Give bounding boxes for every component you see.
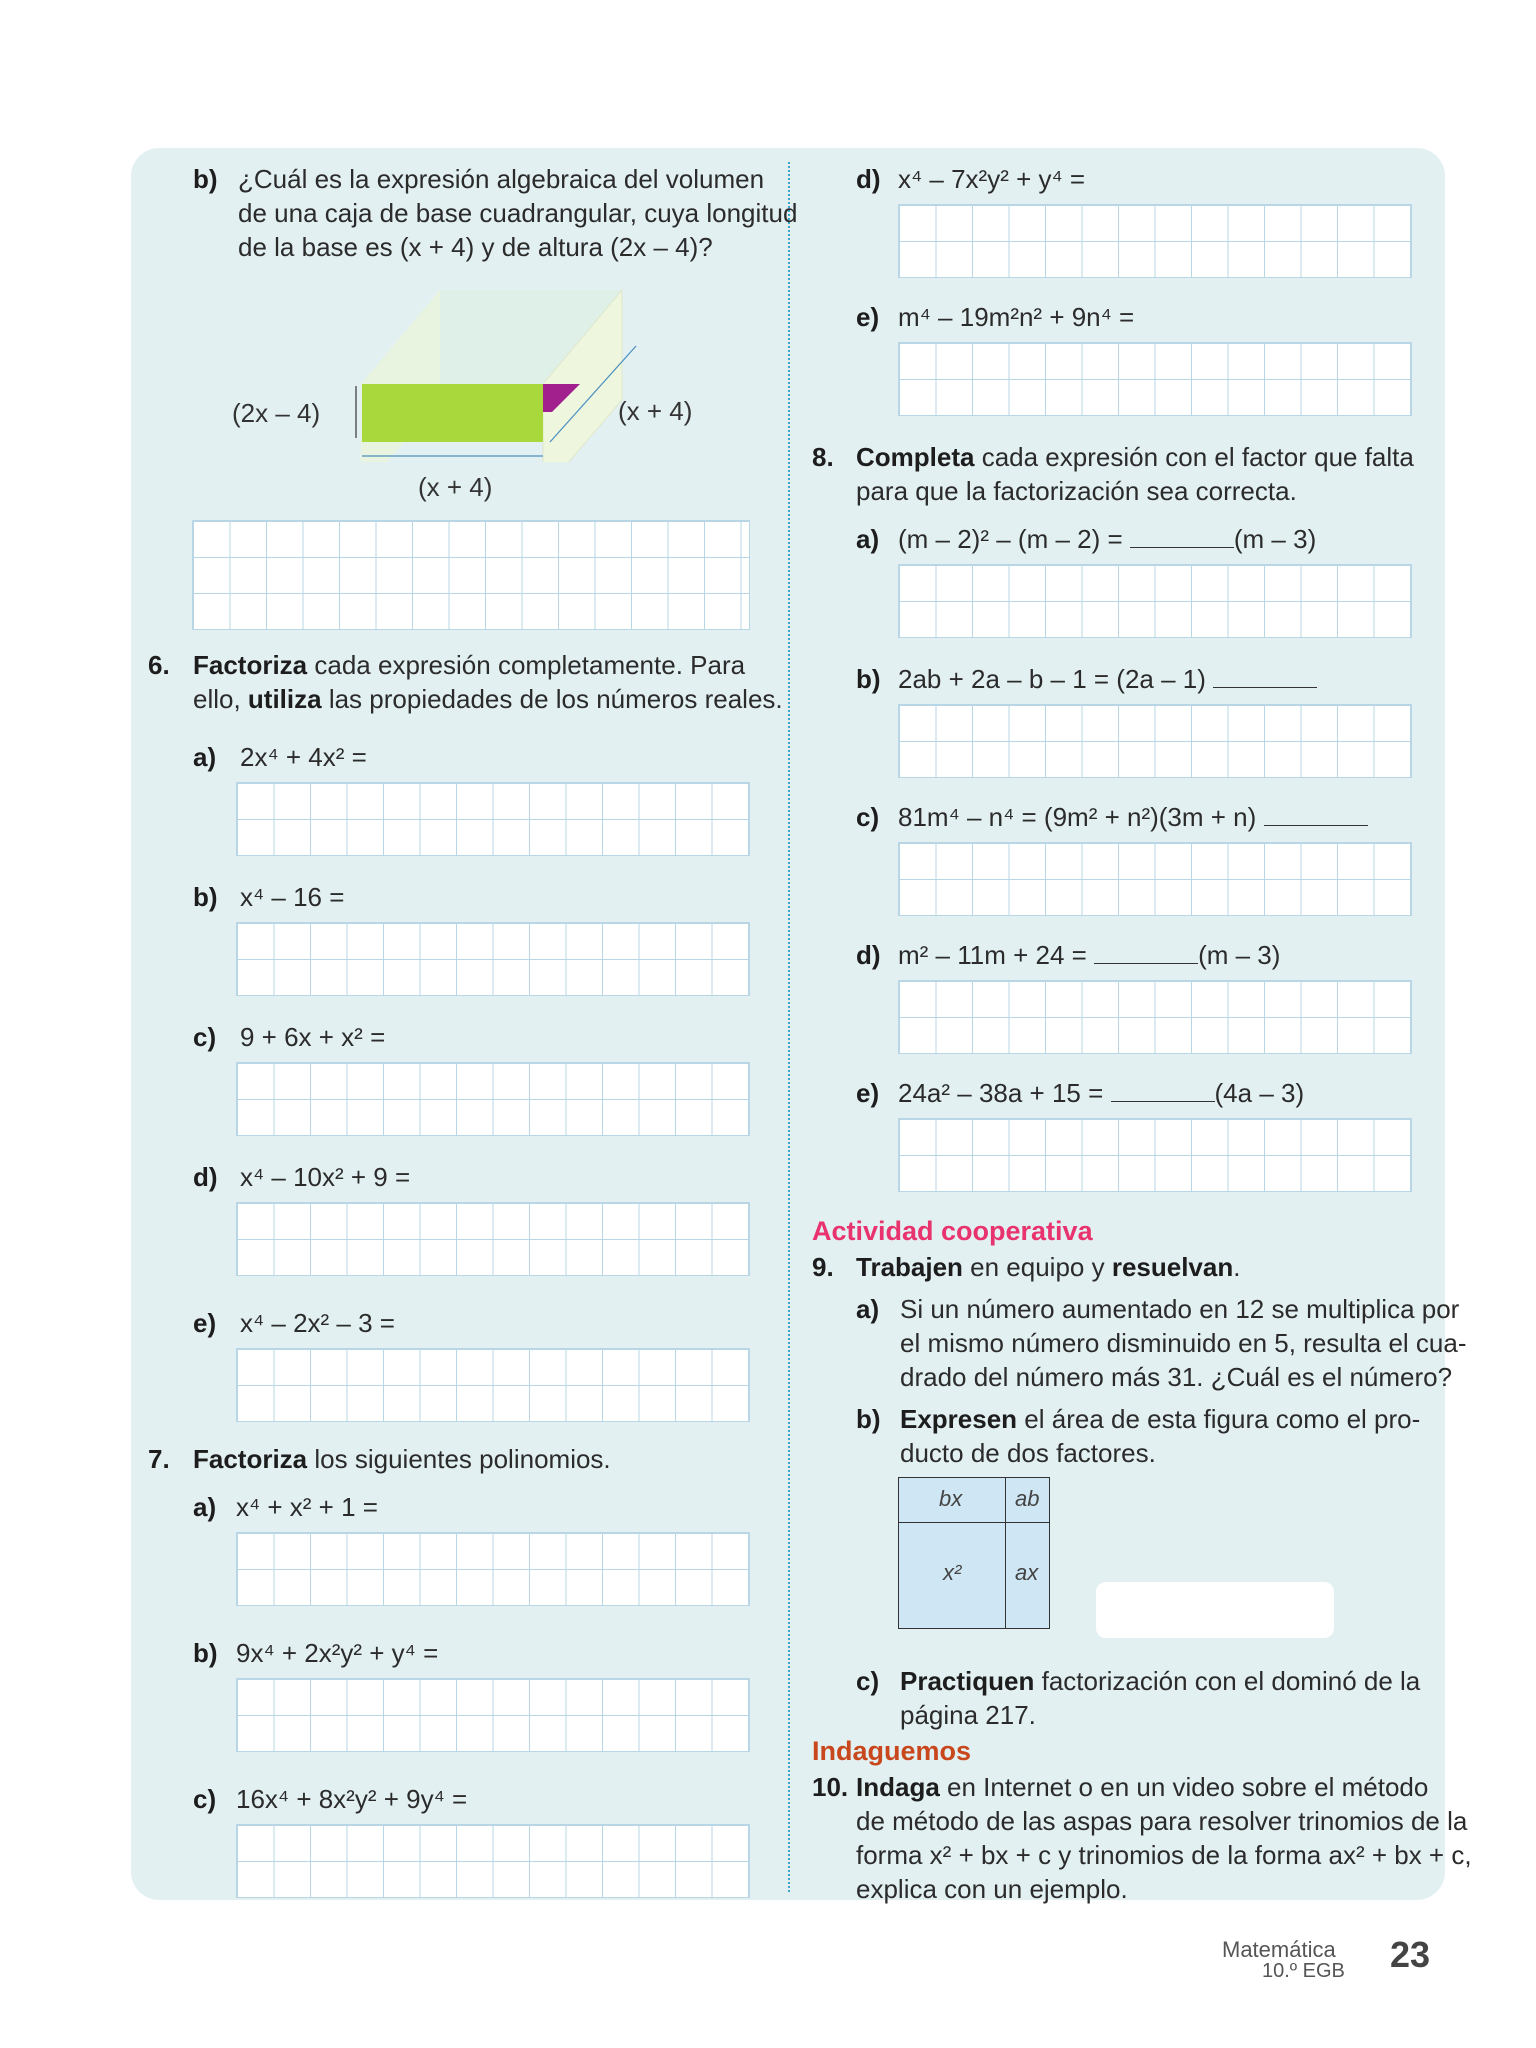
column-divider <box>788 162 790 1892</box>
dim-right: (x + 4) <box>618 396 693 426</box>
q5b-line-2: de una caja de base cuadrangular, cuya longitud <box>238 198 798 228</box>
q9a-label: a) <box>856 1294 880 1324</box>
q9b-line-1: Expresen el área de esta figura como el pro- <box>900 1404 1421 1434</box>
q8b-blank[interactable] <box>1213 665 1317 688</box>
fig-ab: ab <box>1015 1486 1040 1511</box>
q10-line-2: de método de las aspas para resolver trinomios de la <box>856 1806 1468 1836</box>
q7d-label: d) <box>856 164 881 194</box>
q8-line-2: para que la factorización sea correcta. <box>856 476 1297 506</box>
q6-line-1: Factoriza cada expresión completamente. Para <box>193 650 746 680</box>
q8-number: 8. <box>812 442 834 472</box>
q8b-expr: 2ab + 2a – b – 1 = (2a – 1) <box>898 662 1317 696</box>
q7e-expr: m⁴ – 19m²n² + 9n⁴ = <box>898 302 1135 332</box>
q7a-expr: x⁴ + x² + 1 = <box>236 1492 378 1522</box>
fig-x2: x² <box>943 1560 962 1585</box>
answer-grid-q8c[interactable] <box>898 842 1412 916</box>
q9c-label: c) <box>856 1666 880 1696</box>
answer-grid-q7e[interactable] <box>898 342 1412 416</box>
q7a-label: a) <box>193 1492 217 1522</box>
q7b-expr: 9x⁴ + 2x²y² + y⁴ = <box>236 1638 439 1668</box>
answer-grid-q6a[interactable] <box>236 782 750 856</box>
q6c-label: c) <box>193 1022 217 1052</box>
q5b-line-1: ¿Cuál es la expresión algebraica del volumen <box>238 164 765 194</box>
indag-heading: Indaguemos <box>812 1736 972 1766</box>
q6-number: 6. <box>148 650 170 680</box>
answer-grid-q8a[interactable] <box>898 564 1412 638</box>
q7b-label: b) <box>193 1638 218 1668</box>
q8d-label: d) <box>856 940 881 970</box>
answer-grid-q7d[interactable] <box>898 204 1412 278</box>
q9b-line-2: ducto de dos factores. <box>900 1438 1156 1468</box>
q9b-label: b) <box>856 1404 881 1434</box>
q8e-label: e) <box>856 1078 880 1108</box>
q8c-expr: 81m⁴ – n⁴ = (9m² + n²)(3m + n) <box>898 800 1368 834</box>
q5b-line-3: de la base es (x + 4) y de altura (2x – 4)? <box>238 232 713 262</box>
answer-grid-q6d[interactable] <box>236 1202 750 1276</box>
q6a-expr: 2x⁴ + 4x² = <box>240 742 367 772</box>
q8-line-1: Completa cada expresión con el factor que falta <box>856 442 1414 472</box>
q7e-label: e) <box>856 302 880 332</box>
answer-grid-q7b[interactable] <box>236 1678 750 1752</box>
q6-line-2: ello, utiliza las propiedades de los números reales. <box>193 684 783 714</box>
q8b-label: b) <box>856 664 881 694</box>
answer-grid-q8b[interactable] <box>898 704 1412 778</box>
q9-number: 9. <box>812 1252 834 1282</box>
q8d-expr: m² – 11m + 24 = (m – 3) <box>898 940 1281 970</box>
q6a-label: a) <box>193 742 217 772</box>
q9a-line-3: drado del número más 31. ¿Cuál es el número? <box>900 1362 1453 1392</box>
dim-bottom: (x + 4) <box>418 472 493 502</box>
fig-ax: ax <box>1015 1560 1039 1585</box>
answer-box-q9b[interactable] <box>1096 1582 1334 1638</box>
footer-subject: Matemática <box>1222 1937 1336 1962</box>
q10-number: 10. <box>812 1772 849 1802</box>
q8e-blank[interactable] <box>1111 1079 1215 1102</box>
q9-line: Trabajen en equipo y resuelvan. <box>856 1252 1241 1282</box>
q6c-expr: 9 + 6x + x² = <box>240 1022 386 1052</box>
fig-bx: bx <box>939 1486 963 1511</box>
answer-grid-q8d[interactable] <box>898 980 1412 1054</box>
answer-grid-q8e[interactable] <box>898 1118 1412 1192</box>
q8a-blank[interactable] <box>1130 525 1234 548</box>
q8c-blank[interactable] <box>1264 803 1368 826</box>
q7c-label: c) <box>193 1784 217 1814</box>
q9c-line-2: página 217. <box>900 1700 1036 1730</box>
q6b-label: b) <box>193 882 218 912</box>
answer-grid-q6b[interactable] <box>236 922 750 996</box>
dim-left: (2x – 4) <box>232 398 321 428</box>
answer-grid-q7c[interactable] <box>236 1824 750 1898</box>
q9a-line-1: Si un número aumentado en 12 se multiplica por <box>900 1294 1460 1324</box>
q6d-expr: x⁴ – 10x² + 9 = <box>240 1162 411 1192</box>
q6e-expr: x⁴ – 2x² – 3 = <box>240 1308 395 1338</box>
q6e-label: e) <box>193 1308 217 1338</box>
q5b-label: b) <box>193 164 218 194</box>
area-figure <box>898 1477 1050 1629</box>
q7d-expr: x⁴ – 7x²y² + y⁴ = <box>898 164 1086 194</box>
q8a-label: a) <box>856 524 880 554</box>
q7c-expr: 16x⁴ + 8x²y² + 9y⁴ = <box>236 1784 468 1814</box>
page-number: 23 <box>1390 1934 1431 1975</box>
q8e-expr: 24a² – 38a + 15 = (4a – 3) <box>898 1078 1305 1108</box>
q10-line-3: forma x² + bx + c y trinomios de la forma ax² + bx + c, <box>856 1840 1472 1870</box>
q8c-label: c) <box>856 802 880 832</box>
coop-heading: Actividad cooperativa <box>812 1216 1093 1246</box>
q8a-expr: (m – 2)² – (m – 2) = (m – 3) <box>898 524 1317 554</box>
footer-grade: 10.º EGB <box>1262 1960 1345 1982</box>
q10-line-4: explica con un ejemplo. <box>856 1874 1128 1904</box>
q8d-blank[interactable] <box>1094 941 1198 964</box>
q6d-label: d) <box>193 1162 218 1192</box>
box-illustration <box>340 282 660 462</box>
q10-line-1: Indaga en Internet o en un video sobre el método <box>856 1772 1429 1802</box>
answer-grid-q6e[interactable] <box>236 1348 750 1422</box>
answer-grid-q7a[interactable] <box>236 1532 750 1606</box>
q7-line: Factoriza los siguientes polinomios. <box>193 1444 611 1474</box>
q9c-line-1: Practiquen factorización con el dominó de la <box>900 1666 1421 1696</box>
q9a-line-2: el mismo número disminuido en 5, resulta el cua- <box>900 1328 1467 1358</box>
answer-grid-q6c[interactable] <box>236 1062 750 1136</box>
q7-number: 7. <box>148 1444 170 1474</box>
q6b-expr: x⁴ – 16 = <box>240 882 345 912</box>
answer-grid-q5b[interactable] <box>192 520 750 630</box>
